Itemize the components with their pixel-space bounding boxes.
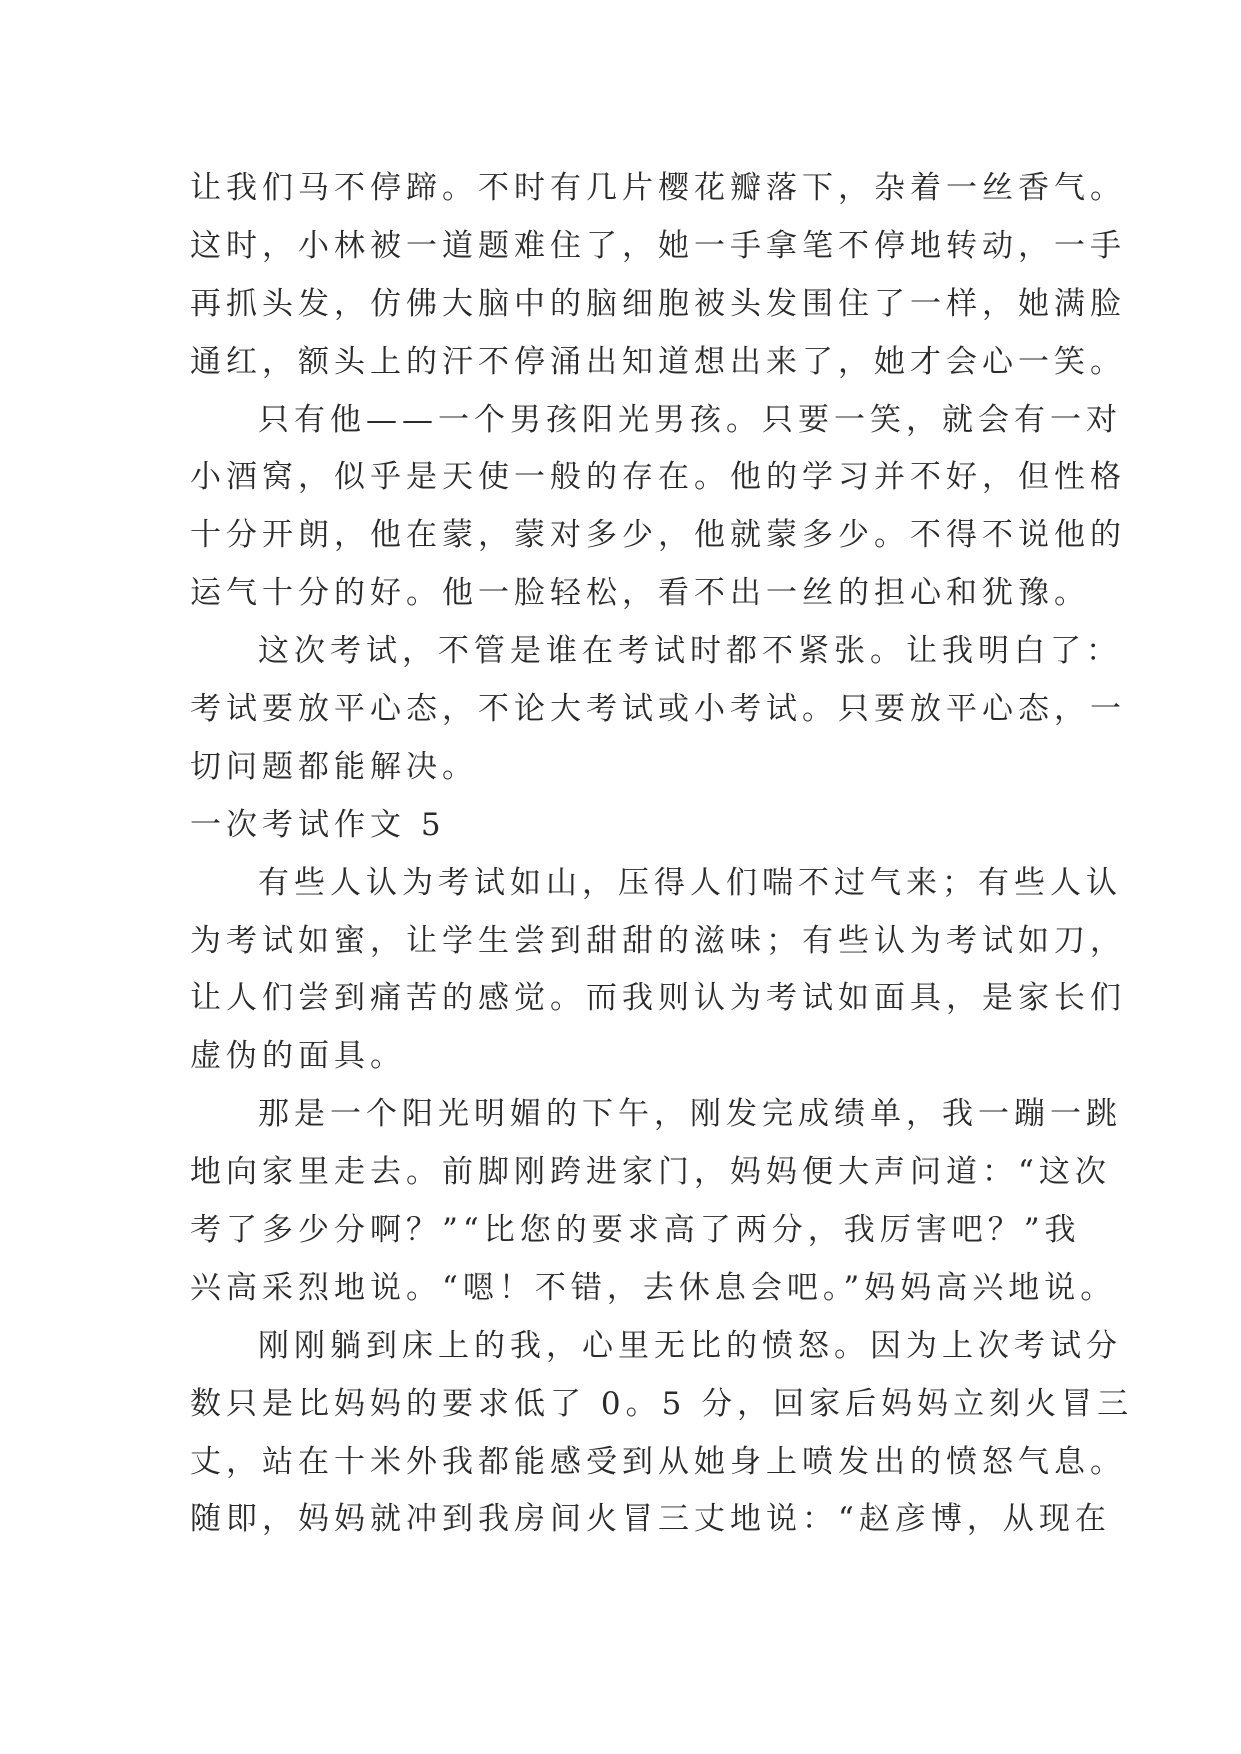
text-line: 为考试如蜜，让学生尝到甜甜的滋味；有些认为考试如刀， — [190, 922, 1126, 959]
text-line: 切问题都能解决。 — [190, 748, 478, 785]
text-line: 运气十分的好。他一脸轻松，看不出一丝的担心和犹豫。 — [190, 575, 1090, 612]
text-line: 让人们尝到痛苦的感觉。而我则认为考试如面具，是家长们 — [190, 980, 1126, 1017]
text-line: 这次考试，不管是谁在考试时都不紧张。让我明白了： — [258, 633, 1122, 670]
text-line: 让我们马不停蹄。不时有几片樱花瓣落下，杂着一丝香气。 — [190, 170, 1126, 206]
text-line: 兴高采烈地说。“嗯！不错，去休息会吧。”妈妈高兴地说。 — [190, 1269, 1117, 1306]
text-line: 那是一个阳光明媚的下午，刚发完成绩单，我一蹦一跳 — [258, 1096, 1122, 1133]
text-line: 有些人认为考试如山，压得人们喘不过气来；有些人认 — [258, 864, 1122, 901]
text-line: 只有他——一个男孩阳光男孩。只要一笑，就会有一对 — [258, 401, 1122, 438]
text-line: 刚刚躺到床上的我，心里无比的愤怒。因为上次考试分 — [258, 1327, 1122, 1364]
text-line: 十分开朗，他在蒙，蒙对多少，他就蒙多少。不得不说他的 — [190, 517, 1126, 554]
text-line: 小酒窝，似乎是天使一般的存在。他的学习并不好，但性格 — [190, 459, 1126, 496]
text-line: 考试要放平心态，不论大考试或小考试。只要放平心态，一 — [190, 691, 1126, 728]
text-line: 丈，站在十米外我都能感受到从她身上喷发出的愤怒气息。 — [190, 1443, 1126, 1480]
text-line: 地向家里走去。前脚刚跨进家门，妈妈便大声问道：“这次 — [190, 1154, 1111, 1191]
section-heading: 一次考试作文 5 — [190, 806, 446, 843]
text-line: 数只是比妈妈的要求低了 0。5 分，回家后妈妈立刻火冒三 — [190, 1385, 1134, 1422]
text-line: 通红，额头上的汗不停涌出知道想出来了，她才会心一笑。 — [190, 343, 1126, 380]
text-line: 虚伪的面具。 — [190, 1038, 406, 1075]
essay-body — [190, 160, 1134, 1549]
text-line: 再抓头发，仿佛大脑中的脑细胞被头发围住了一样，她满脸 — [190, 285, 1126, 322]
text-line: 考了多少分啊？”“比您的要求高了两分，我厉害吧？”我 — [190, 1212, 1081, 1249]
text-line: 这时，小林被一道题难住了，她一手拿笔不停地转动，一手 — [190, 227, 1126, 264]
text-line: 随即，妈妈就冲到我房间火冒三丈地说：“赵彦博，从现在 — [190, 1501, 1111, 1538]
